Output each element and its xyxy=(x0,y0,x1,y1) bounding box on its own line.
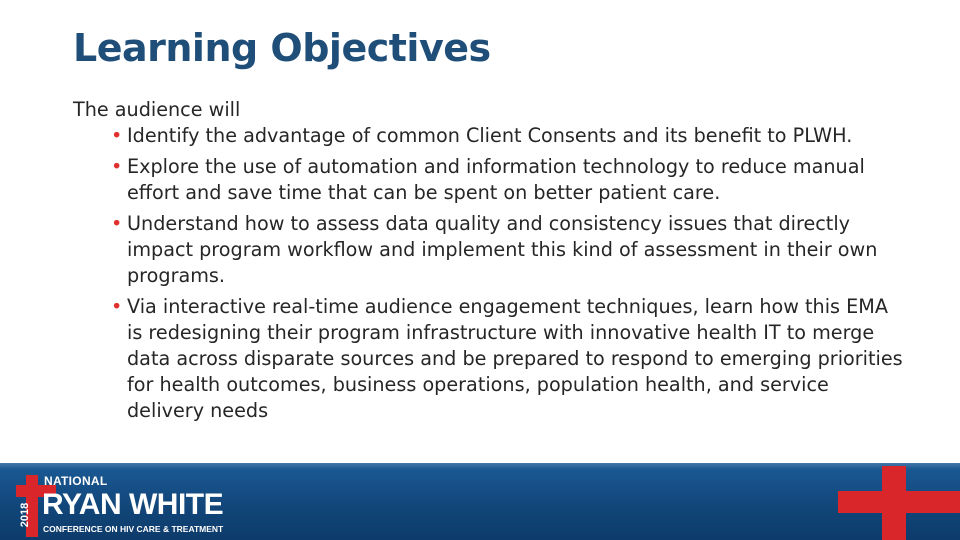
objective-text: Explore the use of automation and information technology to reduce manual effort and save time that can be spent on better patient care. xyxy=(127,155,865,204)
conference-logo xyxy=(16,471,224,537)
objectives-list xyxy=(73,123,903,424)
objective-item xyxy=(73,294,903,424)
bullet-icon: • xyxy=(111,124,123,147)
objective-text: Understand how to assess data quality and consistency issues that directly impact program workflow and implement this kind of assessment in their own programs. xyxy=(127,212,878,287)
bullet-icon: • xyxy=(111,212,123,235)
intro-text: The audience will xyxy=(73,98,241,121)
objective-text: Via interactive real-time audience engagement techniques, learn how this EMA is redesigning their program infrastructure with innovative health IT to merge data across disparate sources and be prepared to respond to emerging priorities for health outcomes, business operations, population health, and service delivery needs xyxy=(127,295,903,422)
footer-banner xyxy=(0,463,960,540)
logo-name: RYAN WHITE xyxy=(42,488,224,521)
red-cross-decoration-icon xyxy=(838,463,960,540)
objective-item xyxy=(73,123,903,149)
bullet-icon: • xyxy=(111,295,123,318)
objective-text: Identify the advantage of common Client Consents and its benefit to PLWH. xyxy=(127,124,853,147)
slide-title: Learning Objectives xyxy=(73,26,491,70)
objective-item xyxy=(73,154,903,206)
logo-year: 2018 xyxy=(19,502,32,528)
objective-item xyxy=(73,211,903,289)
slide-body xyxy=(73,97,903,429)
bullet-icon: • xyxy=(111,155,123,178)
logo-national: NATIONAL xyxy=(44,474,108,488)
logo-tagline: CONFERENCE ON HIV CARE & TREATMENT xyxy=(43,524,224,534)
